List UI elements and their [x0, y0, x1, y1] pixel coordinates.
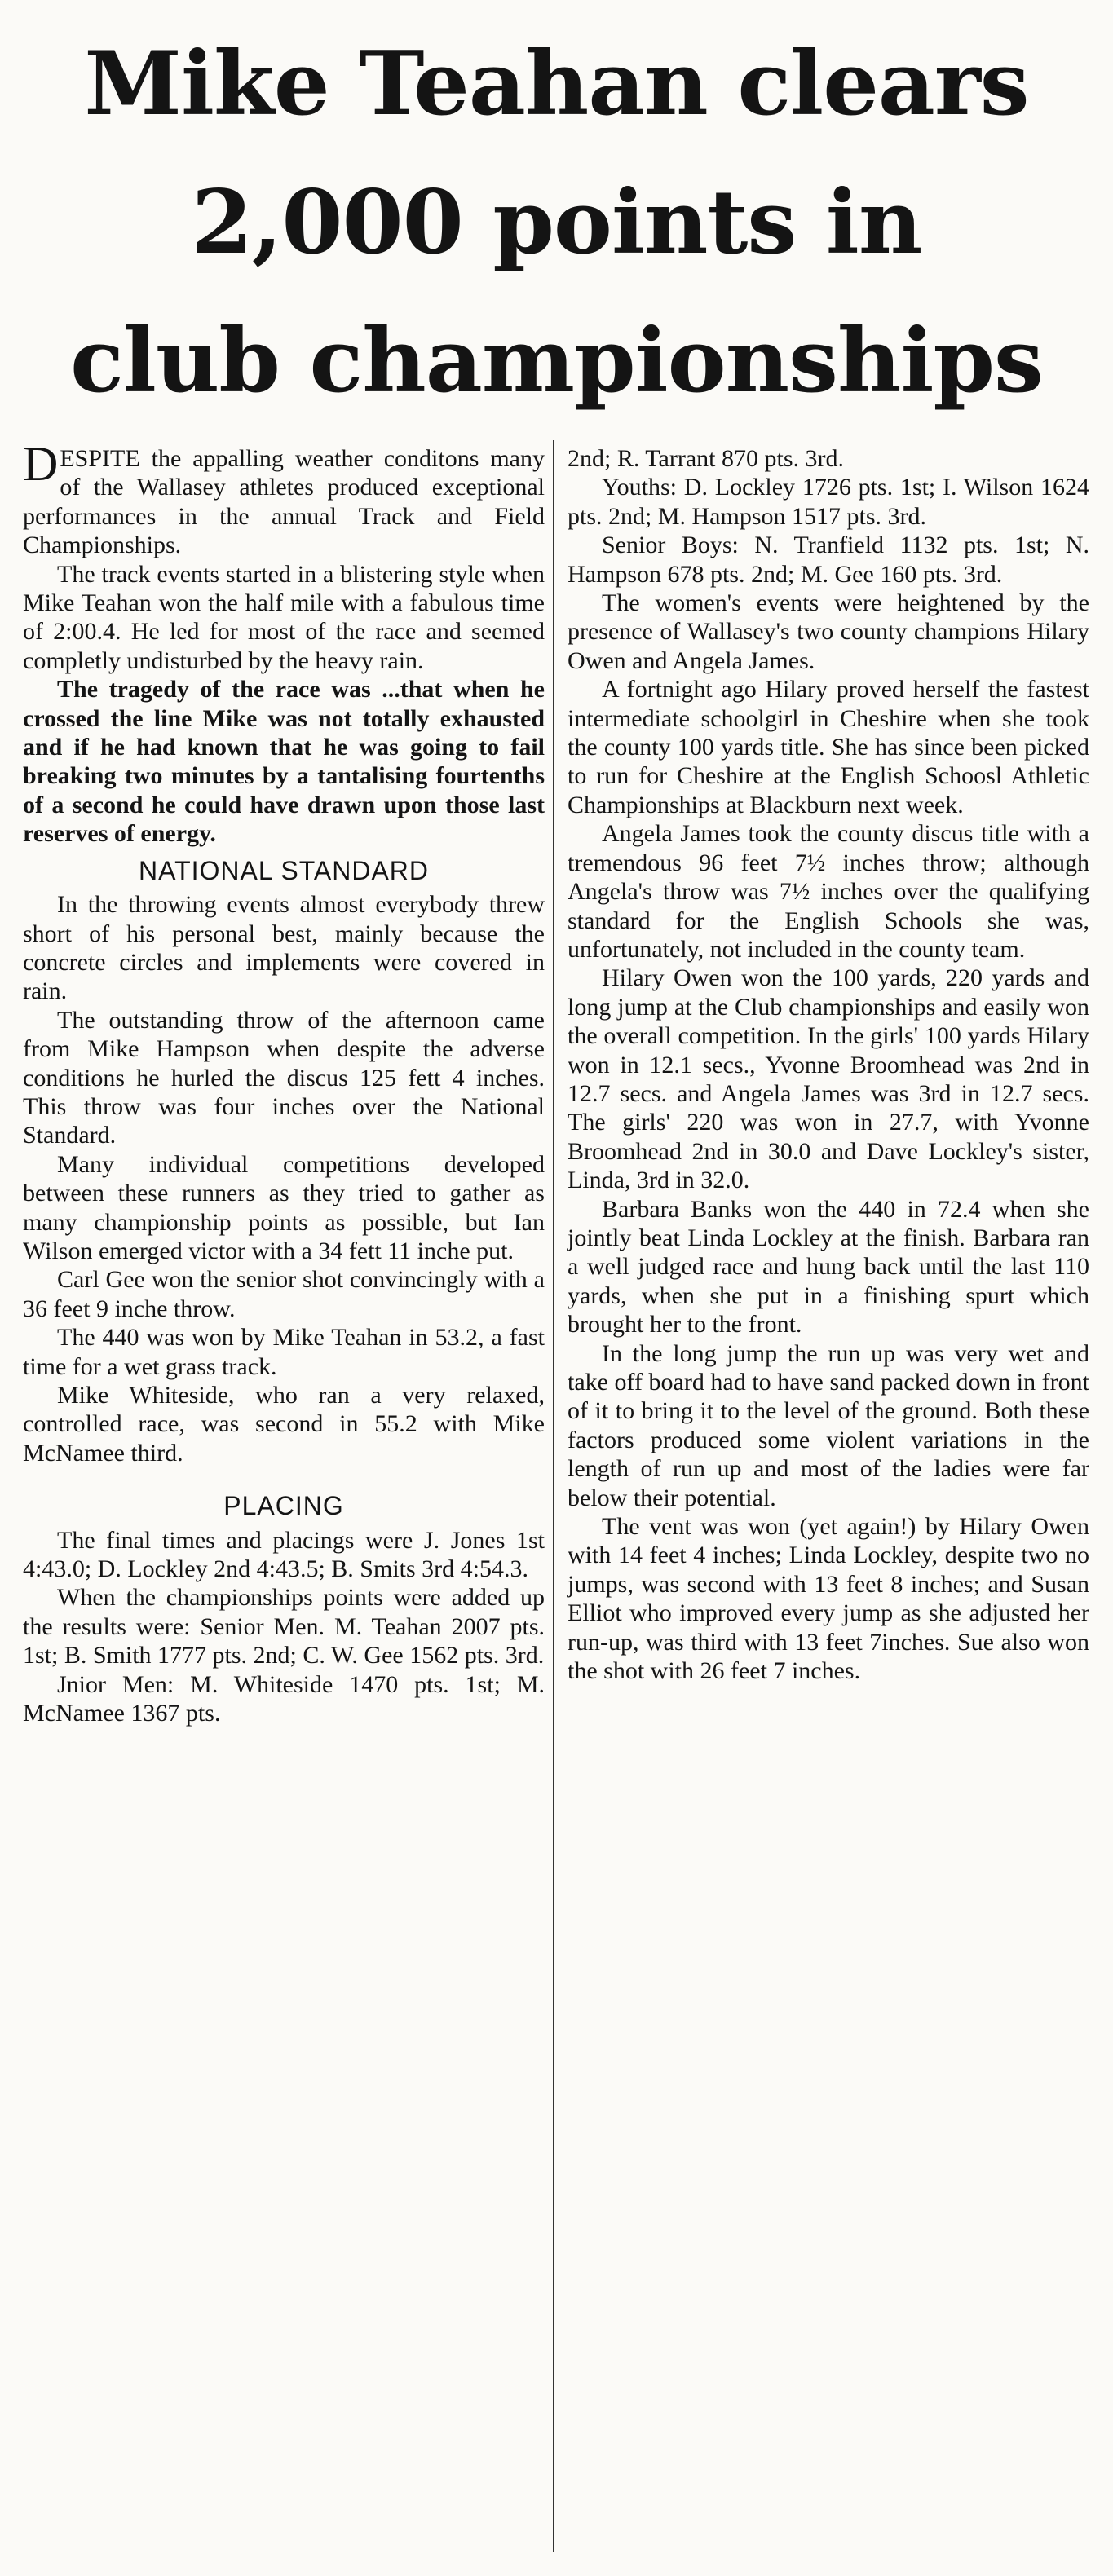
paragraph: The women's events were heightened by the presence of Wallasey's two county champions Hilary Owen and Angela James.: [568, 589, 1089, 674]
paragraph: Barbara Banks won the 440 in 72.4 when she jointly beat Linda Lockley at the finish. Barbara ran a well judged race and hung back until the last 110 yards, when she put in a finishing spurt which brought her to the front.: [568, 1195, 1089, 1339]
paragraph-text: ESPITE the appalling weather conditons many of the Wallasey athletes produced exceptional performances in the annual Track and Field Championships.: [23, 445, 545, 559]
paragraph: A fortnight ago Hilary proved herself the fastest intermediate schoolgirl in Cheshire when she took the county 100 yards title. She has since been picked to run for Cheshire at the English Schoosl Athletic Championships at Blackburn next week.: [568, 676, 1089, 818]
paragraph: Angela James took the county discus title with a tremendous 96 feet 7½ inches throw; although Angela's throw was 7½ inches over the qualifying standard for the English Schools she was, unfortunately, not included in the county team.: [568, 820, 1089, 963]
paragraph: The outstanding throw of the afternoon came from Mike Hampson when despite the adverse conditions he hurled the discus 125 fett 4 inches. This throw was four inches over the National Standard.: [23, 1006, 545, 1149]
drop-cap: D: [23, 437, 59, 491]
paragraph: [23, 437, 545, 560]
left-column: [23, 437, 545, 1727]
paragraph: Senior Boys: N. Tranfield 1132 pts. 1st; N. Hampson 678 pts. 2nd; M. Gee 160 pts. 3rd.: [568, 532, 1089, 588]
headline: [16, 15, 1097, 430]
subheading: PLACING: [223, 1491, 344, 1521]
bold-paragraph: The tragedy of the race was ...that when he crossed the line Mike was not totally exhausted and if he had known that he was going to fail breaking two minutes by a tantalising fourtenths of a second he could have drawn upon those last reserves of energy.: [23, 676, 545, 848]
paragraph: 2nd; R. Tarrant 870 pts. 3rd.: [568, 445, 844, 472]
paragraph: Many individual competitions developed between these runners as they tried to gather as many championship points as possible, but Ian Wilson emerged victor with a 34 fett 11 inche put.: [23, 1150, 545, 1264]
paragraph: In the throwing events almost everybody threw short of his personal best, mainly because the concrete circles and implements were covered in rain.: [23, 891, 545, 1005]
paragraph: The track events started in a blistering style when Mike Teahan won the half mile with a fabulous time of 2:00.4. He led for most of the race and seemed completly undisturbed by the heavy rain.: [23, 560, 545, 674]
headline-line-2: 2,000 points in: [191, 171, 922, 274]
right-column: [568, 444, 1089, 1685]
paragraph: Jnior Men: M. Whiteside 1470 pts. 1st; M. McNamee 1367 pts.: [23, 1670, 545, 1727]
paragraph: The final times and placings were J. Jones 1st 4:43.0; D. Lockley 2nd 4:43.5; B. Smits 3rd 4:54.3.: [23, 1526, 545, 1583]
paragraph: The 440 was won by Mike Teahan in 53.2, a fast time for a wet grass track.: [23, 1324, 545, 1380]
headline-line-3: club championships: [70, 310, 1043, 412]
paragraph: Carl Gee won the senior shot convincingly with a 36 feet 9 inche throw.: [23, 1266, 545, 1322]
subheading: NATIONAL STANDARD: [139, 855, 429, 885]
column-rule: [553, 440, 554, 2552]
paragraph: Mike Whiteside, who ran a very relaxed, controlled race, was second in 55.2 with Mike McNamee third.: [23, 1382, 545, 1467]
paragraph: The vent was won (yet again!) by Hilary Owen with 14 feet 4 inches; Linda Lockley, despite two no jumps, was second with 13 feet 8 inches; and Susan Elliot who improved every jump as she adjusted her run-up, was third with 13 feet 7inches. Sue also won the shot with 26 feet 7 inches.: [568, 1513, 1089, 1685]
paragraph: Youths: D. Lockley 1726 pts. 1st; I. Wilson 1624 pts. 2nd; M. Hampson 1517 pts. 3rd.: [568, 474, 1089, 530]
headline-line-1: Mike Teahan clears: [84, 33, 1029, 135]
paragraph: In the long jump the run up was very wet and take off board had to have sand packed down in front of it to bring it to the level of the ground. Both these factors produced some violent variations in the length of run up and most of the ladies were far below their potential.: [568, 1339, 1089, 1511]
paragraph: When the championships points were added up the results were: Senior Men. M. Teahan 2007 pts. 1st; B. Smith 1777 pts. 2nd; C. W. Gee 1562 pts. 3rd.: [23, 1584, 545, 1670]
paragraph: Hilary Owen won the 100 yards, 220 yards and long jump at the Club championships and easily won the overall competition. In the girls' 100 yards Hilary won in 12.1 secs., Yvonne Broomhead was 2nd in 12.7 secs. and Angela James was 3rd in 12.7 secs. The girls' 220 was won in 27.7, with Yvonne Broomhead 2nd in 30.0 and Dave Lockley's sister, Linda, 3rd in 32.0.: [568, 964, 1089, 1194]
